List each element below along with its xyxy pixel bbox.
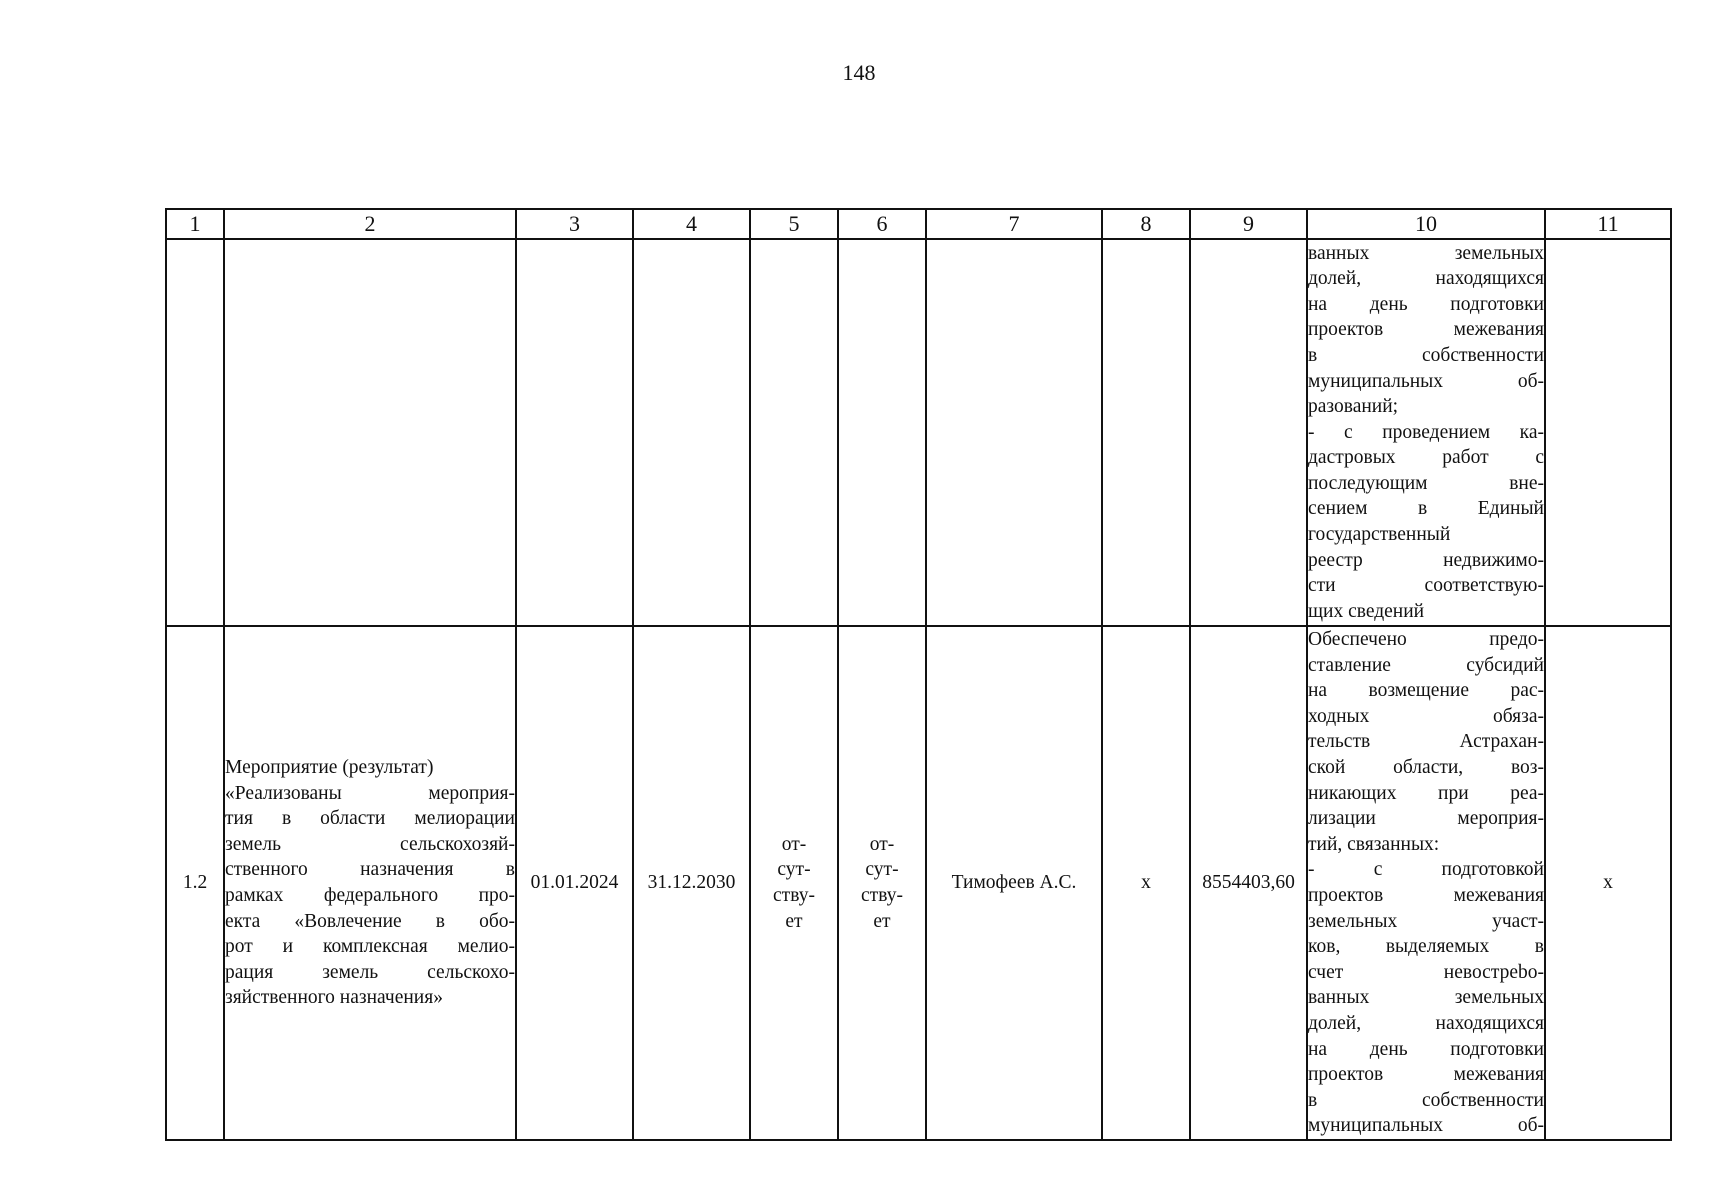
start-date: 01.01.2024 [516, 626, 633, 1140]
text-line: - с подготовкой [1308, 859, 1544, 881]
text-line: счет невострebo- [1308, 961, 1544, 983]
col8-value: x [1102, 626, 1190, 1140]
row-number: 1.2 [166, 626, 224, 1140]
text-line: проектов межевания [1308, 1064, 1544, 1086]
text-line: в собственности [1308, 1089, 1544, 1111]
header-cell: 7 [926, 209, 1102, 239]
cell-empty [516, 239, 633, 626]
text-line: ству- [861, 884, 903, 906]
col6-value [838, 626, 926, 1140]
text-line: муниципальных об- [1308, 1115, 1544, 1137]
text-line: земельных участ- [1308, 910, 1544, 932]
header-cell: 1 [166, 209, 224, 239]
text-line: никающих при реа- [1308, 782, 1544, 804]
header-cell: 4 [633, 209, 750, 239]
text-line: тия в области мелиорации [225, 808, 515, 830]
text-line: ской области, воз- [1308, 756, 1544, 778]
header-cell: 2 [224, 209, 516, 239]
text-line: ет [785, 910, 803, 932]
text-line: проектов межевания [1308, 884, 1544, 906]
cell-empty [224, 239, 516, 626]
text-line: ставление субсидий [1308, 654, 1544, 676]
text-line: лизации мероприя- [1308, 808, 1544, 830]
text-line: ет [873, 910, 891, 932]
result-description-continued [1307, 239, 1545, 626]
col11-value: x [1545, 626, 1671, 1140]
header-cell: 3 [516, 209, 633, 239]
header-cell: 9 [1190, 209, 1307, 239]
text-line: в собственности [1308, 344, 1544, 366]
table-row-1-2 [166, 626, 1671, 1140]
header-cell: 11 [1545, 209, 1671, 239]
cell-empty [750, 239, 838, 626]
text-line: екта «Вовлечение в обо- [225, 910, 515, 932]
text-line: ходных обяза- [1308, 705, 1544, 727]
text-line: долей, находящихся [1308, 268, 1544, 290]
text-line: на день подготовки [1308, 293, 1544, 315]
header-cell: 10 [1307, 209, 1545, 239]
header-cell: 8 [1102, 209, 1190, 239]
text-line: тельств Астрахан- [1308, 731, 1544, 753]
text-line: сут- [777, 859, 811, 881]
col5-value [750, 626, 838, 1140]
text-line: последующим вне- [1308, 472, 1544, 494]
text-line: рация земель сельскохо- [225, 961, 515, 983]
text-line: на день подготовки [1308, 1038, 1544, 1060]
text-line: земель сельскохозяй- [225, 833, 515, 855]
text-line: сти соответствую- [1308, 575, 1544, 597]
text-line: щих сведений [1308, 600, 1425, 622]
text-line: ков, выделяемых в [1308, 936, 1544, 958]
text-line: проектов межевания [1308, 319, 1544, 341]
text-line: от- [781, 833, 807, 855]
text-line: государственный [1308, 524, 1451, 546]
header-row [166, 209, 1671, 239]
cell-empty [1545, 239, 1671, 626]
header-cell: 6 [838, 209, 926, 239]
text-line: «Реализованы мероприя- [225, 782, 515, 804]
text-line: ственного назначения в [225, 859, 515, 881]
text-line: дастровых работ с [1308, 447, 1544, 469]
text-line: сут- [865, 859, 899, 881]
text-line: Мероприятие (результат) [225, 756, 434, 778]
text-line: зяйственного назначения» [225, 987, 443, 1009]
text-line: ству- [773, 884, 815, 906]
text-line: сением в Единый [1308, 498, 1544, 520]
text-line: тий, связанных: [1308, 833, 1440, 855]
cell-empty [633, 239, 750, 626]
text-line: рамках федерального про- [225, 884, 515, 906]
text-line: на возмещение рас- [1308, 680, 1544, 702]
end-date: 31.12.2030 [633, 626, 750, 1140]
table-row-continuation [166, 239, 1671, 626]
cell-empty [166, 239, 224, 626]
page-number: 148 [842, 60, 876, 85]
text-line: разований; [1308, 396, 1399, 418]
text-line: ванных земельных [1308, 987, 1544, 1009]
cell-empty [926, 239, 1102, 626]
measure-name [224, 626, 516, 1140]
text-line: реестр недвижимо- [1308, 549, 1544, 571]
text-line: - с проведением ка- [1308, 421, 1544, 443]
cell-empty [838, 239, 926, 626]
result-description [1307, 626, 1545, 1140]
text-line: Обеспечено предо- [1308, 629, 1544, 650]
cell-empty [1102, 239, 1190, 626]
text-line: ванных земельных [1308, 242, 1544, 264]
text-line: долей, находящихся [1308, 1012, 1544, 1034]
text-line: муниципальных об- [1308, 370, 1544, 392]
cell-empty [1190, 239, 1307, 626]
text-line: рот и комплексная мелио- [225, 936, 515, 958]
text-line: от- [869, 833, 895, 855]
measures-table [165, 208, 1672, 1141]
responsible-person: Тимофеев А.С. [926, 626, 1102, 1140]
header-cell: 5 [750, 209, 838, 239]
funding-amount: 8554403,60 [1190, 626, 1307, 1140]
